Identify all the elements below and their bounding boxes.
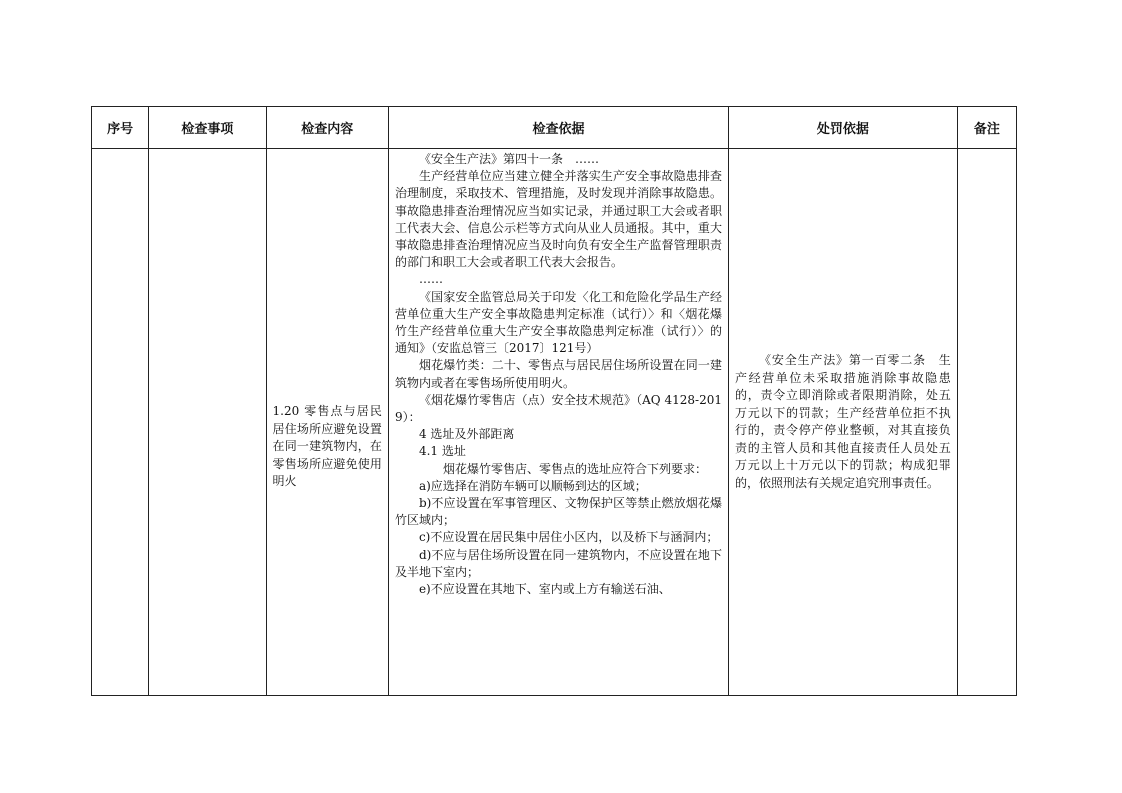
cell-note xyxy=(957,149,1016,696)
header-content: 检查内容 xyxy=(266,107,388,149)
basis-paragraph: 《国家安全监管总局关于印发〈化工和危险化学品生产经营单位重大生产安全事故隐患判定标准（试行）〉和〈烟花爆竹生产经营单位重大生产安全事故隐患判定标准（试行）〉的通知》（安监总管三〔2017〕121号） xyxy=(394,289,723,356)
header-penalty: 处罚依据 xyxy=(729,107,958,149)
basis-paragraph: 4 选址及外部距离 xyxy=(418,427,515,442)
basis-paragraph: 《烟花爆竹零售店（点）安全技术规范》（AQ 4128-2019）： xyxy=(394,392,723,425)
basis-paragraph: c)不应设置在居民集中居住小区内，以及桥下与涵洞内； xyxy=(418,530,719,545)
basis-paragraph: a)应选择在消防车辆可以顺畅到达的区域； xyxy=(418,478,647,493)
basis-paragraph: 4.1 选址 xyxy=(418,444,466,459)
cell-seq xyxy=(92,149,149,696)
header-basis: 检查依据 xyxy=(388,107,728,149)
cell-item xyxy=(149,149,266,696)
inspection-table xyxy=(91,106,1017,696)
cell-basis xyxy=(388,149,728,696)
basis-paragraph: e)不应设置在其地下、室内或上方有输送石油、 xyxy=(418,582,671,597)
header-seq: 序号 xyxy=(92,107,149,149)
header-item: 检查事项 xyxy=(149,107,266,149)
table-header-row xyxy=(92,107,1017,149)
basis-paragraph: 烟花爆竹零售店、零售点的选址应符合下列要求： xyxy=(442,461,707,476)
header-note: 备注 xyxy=(957,107,1016,149)
content-text: 1.20 零售点与居民居住场所应避免设置在同一建筑物内，在零售场所应避免使用明火 xyxy=(272,404,382,489)
basis-paragraph: 《安全生产法》第四十一条 …… xyxy=(418,152,599,166)
cell-penalty xyxy=(729,149,958,696)
basis-paragraph: b)不应设置在军事管理区、文物保护区等禁止燃放烟花爆竹区域内； xyxy=(394,496,723,528)
penalty-text: 《安全生产法》第一百零二条 生产经营单位未采取措施消除事故隐患的，责令立即消除或者限期消除，处五万元以下的罚款；生产经营单位拒不执行的，责令停产停业整顿，对其直接负责的主管人员和其他直接责任人员处五万元以上十万元以下的罚款；构成犯罪的，依照刑法有关规定追究刑事责任。 xyxy=(735,353,951,490)
table-row xyxy=(92,149,1017,696)
cell-content xyxy=(266,149,388,696)
basis-text xyxy=(389,149,728,695)
basis-paragraph: …… xyxy=(418,272,443,287)
basis-paragraph: 生产经营单位应当建立健全并落实生产安全事故隐患排查治理制度，采取技术、管理措施，及时发现并消除事故隐患。事故隐患排查治理情况应当如实记录，并通过职工大会或者职工代表大会、信息公示栏等方式向从业人员通报。其中，重大事故隐患排查治理情况应当及时向负有安全生产监督管理职责的部门和职工大会或者职工代表大会报告。 xyxy=(394,169,723,270)
basis-paragraph: 烟花爆竹类：二十、零售点与居民居住场所设置在同一建筑物内或者在零售场所使用明火。 xyxy=(394,358,723,390)
basis-paragraph: d)不应与居住场所设置在同一建筑物内，不应设置在地下及半地下室内； xyxy=(394,547,723,579)
